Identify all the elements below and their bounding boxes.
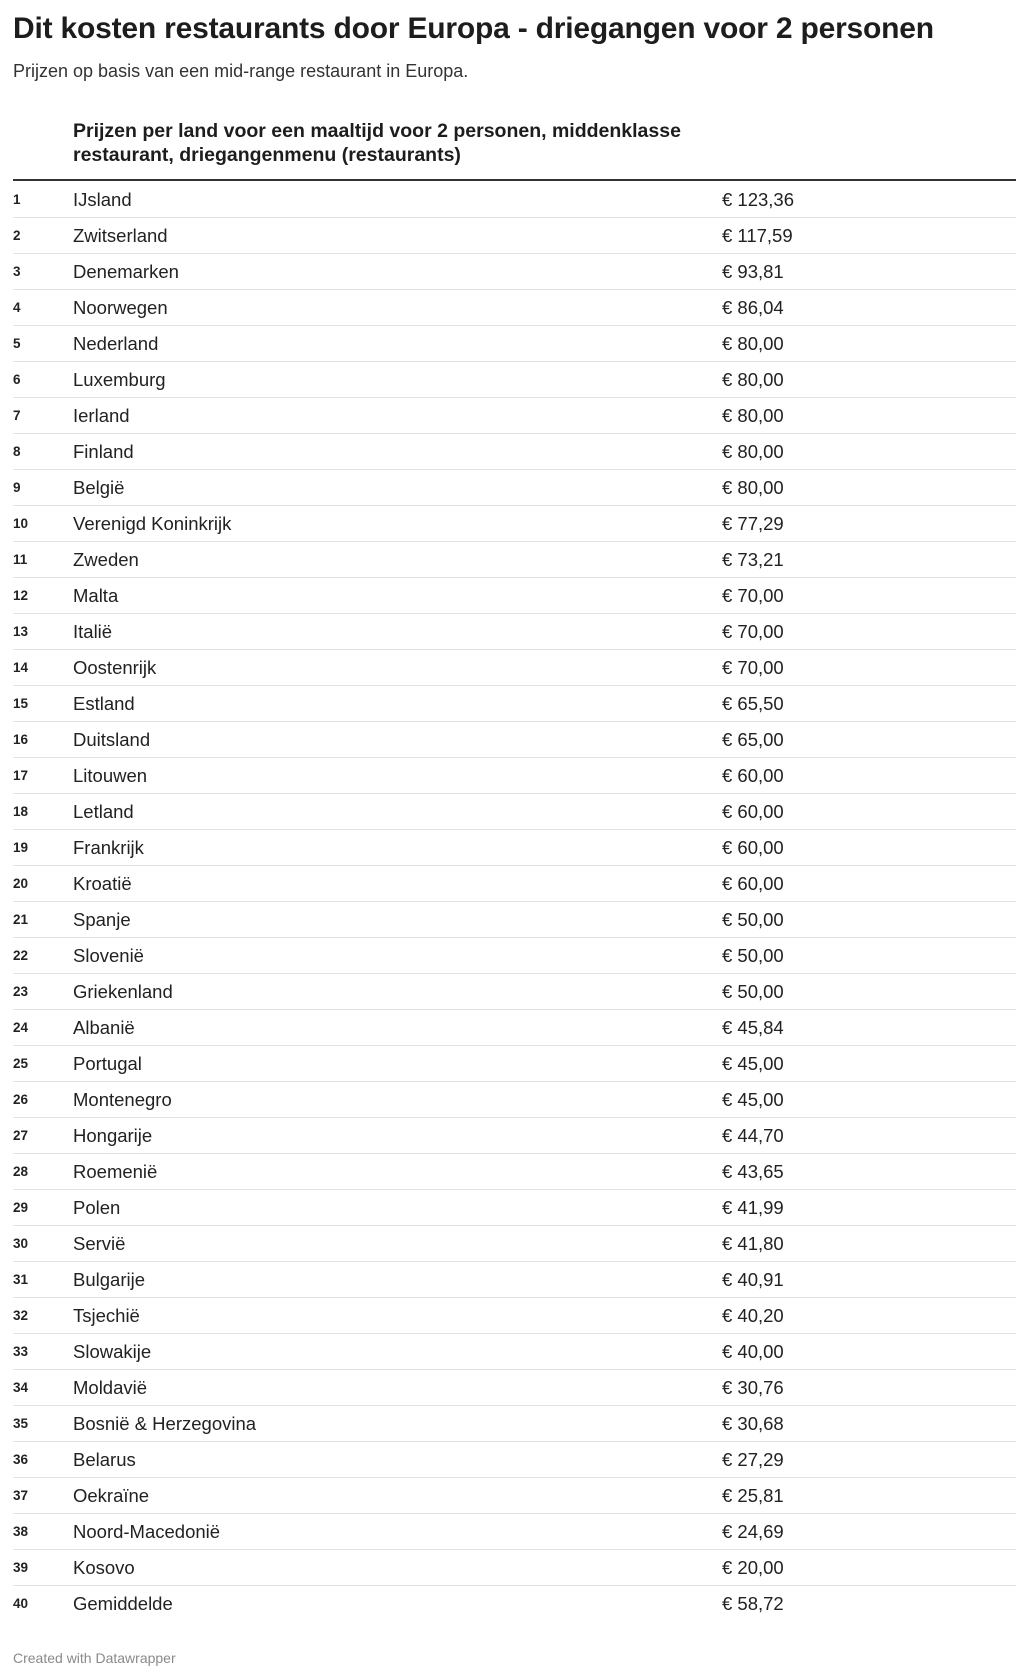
table-row [13,938,1016,974]
country-cell: Kroatië [73,873,132,894]
rank-cell: 23 [13,984,29,999]
price-cell: € 44,70 [722,1125,784,1146]
country-cell: Luxemburg [73,369,166,390]
table-row [13,1010,1016,1046]
price-cell: € 77,29 [722,513,784,534]
rank-cell: 30 [13,1236,29,1251]
table-row [13,470,1016,506]
price-cell: € 80,00 [722,441,784,462]
price-cell: € 40,20 [722,1305,784,1326]
country-cell: Montenegro [73,1089,172,1110]
price-cell: € 117,59 [722,225,793,246]
table-row [13,290,1016,326]
rank-cell: 13 [13,624,29,639]
price-cell: € 25,81 [722,1485,784,1506]
country-cell: Zwitserland [73,225,168,246]
table-row [13,1154,1016,1190]
price-cell: € 80,00 [722,369,784,390]
rank-cell: 9 [13,480,21,495]
table-row [13,686,1016,722]
rank-cell: 11 [13,552,28,567]
price-cell: € 30,68 [722,1413,784,1434]
country-cell: Roemenië [73,1161,158,1182]
country-cell: Polen [73,1197,121,1218]
table-row [13,1118,1016,1154]
country-cell: Kosovo [73,1557,135,1578]
table-row [13,398,1016,434]
table-row [13,1442,1016,1478]
country-cell: Malta [73,585,119,606]
price-cell: € 20,00 [722,1557,784,1578]
table-row [13,1478,1016,1514]
table-row [13,974,1016,1010]
country-cell: Spanje [73,909,131,930]
price-cell: € 58,72 [722,1593,784,1614]
table-row [13,254,1016,290]
table-row [13,542,1016,578]
table-row [13,758,1016,794]
rank-cell: 12 [13,588,29,603]
price-cell: € 50,00 [722,909,784,930]
table-row [13,218,1016,254]
country-cell: Bulgarije [73,1269,145,1290]
price-cell: € 40,00 [722,1341,784,1362]
price-cell: € 80,00 [722,405,784,426]
rank-cell: 39 [13,1560,29,1575]
rank-cell: 17 [13,768,29,783]
price-cell: € 30,76 [722,1377,784,1398]
country-cell: Noorwegen [73,297,168,318]
rank-cell: 36 [13,1452,29,1467]
rank-cell: 38 [13,1524,29,1539]
country-cell: Ierland [73,405,130,426]
price-cell: € 80,00 [722,477,784,498]
rank-cell: 4 [13,300,21,315]
table-row [13,1586,1016,1621]
table-row [13,1550,1016,1586]
country-cell: Bosnië & Herzegovina [73,1413,257,1434]
country-cell: Denemarken [73,261,179,282]
table-row [13,182,1016,218]
country-cell: Letland [73,801,134,822]
price-cell: € 41,99 [722,1197,784,1218]
rank-cell: 21 [13,912,29,927]
rank-cell: 3 [13,264,21,279]
country-cell: Belarus [73,1449,136,1470]
country-cell: Oekraïne [73,1485,150,1506]
country-cell: Griekenland [73,981,173,1002]
rank-cell: 18 [13,804,29,819]
table-row [13,1046,1016,1082]
price-cell: € 70,00 [722,621,784,642]
country-cell: Slowakije [73,1341,152,1362]
table-row [13,1406,1016,1442]
country-cell: Frankrijk [73,837,144,858]
table-row [13,722,1016,758]
table-row [13,1334,1016,1370]
rank-cell: 22 [13,948,29,963]
table-row [13,1190,1016,1226]
rank-cell: 14 [13,660,29,675]
price-cell: € 60,00 [722,873,784,894]
rank-cell: 8 [13,444,21,459]
country-cell: België [73,477,125,498]
rank-cell: 1 [13,192,21,207]
rank-cell: 7 [13,408,21,423]
rank-cell: 29 [13,1200,29,1215]
table-row [13,1298,1016,1334]
table-row [13,362,1016,398]
price-cell: € 93,81 [722,261,784,282]
table-row [13,830,1016,866]
country-cell: Slovenië [73,945,144,966]
rank-cell: 25 [13,1056,29,1071]
table-row [13,794,1016,830]
country-cell: Nederland [73,333,159,354]
rank-cell: 34 [13,1380,29,1395]
rank-cell: 35 [13,1416,29,1431]
table-row [13,1082,1016,1118]
rank-cell: 20 [13,876,29,891]
header-divider [13,179,1016,181]
price-cell: € 80,00 [722,333,784,354]
country-cell: Duitsland [73,729,151,750]
price-cell: € 123,36 [722,189,795,210]
column-header-price: Prijzen per land voor een maaltijd voor 2 personen, middenklasse restaurant, driegangenmenu (restaurants) [73,120,681,166]
price-cell: € 45,84 [722,1017,784,1038]
rank-cell: 16 [13,732,29,747]
country-cell: Portugal [73,1053,142,1074]
price-cell: € 43,65 [722,1161,784,1182]
table-row [13,1226,1016,1262]
price-cell: € 73,21 [722,549,784,570]
table-row [13,1262,1016,1298]
table-row [13,650,1016,686]
rank-cell: 24 [13,1020,29,1035]
country-cell: Tsjechië [73,1305,140,1326]
price-cell: € 60,00 [722,801,784,822]
price-cell: € 70,00 [722,585,784,606]
rank-cell: 5 [13,336,21,351]
chart-title: Dit kosten restaurants door Europa - driegangen voor 2 personen [13,12,934,45]
rank-cell: 26 [13,1092,29,1107]
price-cell: € 86,04 [722,297,784,318]
price-cell: € 65,00 [722,729,784,750]
rank-cell: 28 [13,1164,29,1179]
country-cell: Litouwen [73,765,148,786]
table-row [13,578,1016,614]
table-row [13,614,1016,650]
country-cell: Oostenrijk [73,657,157,678]
price-cell: € 27,29 [722,1449,784,1470]
country-cell: Servië [73,1233,126,1254]
rank-cell: 6 [13,372,21,387]
table-body [13,182,1016,1621]
country-cell: Italië [73,621,113,642]
country-cell: Zweden [73,549,139,570]
rank-cell: 37 [13,1488,29,1503]
rank-cell: 33 [13,1344,29,1359]
rank-cell: 19 [13,840,29,855]
rank-cell: 27 [13,1128,29,1143]
rank-cell: 31 [13,1272,29,1287]
price-cell: € 24,69 [722,1521,784,1542]
country-cell: Verenigd Koninkrijk [73,513,232,534]
table-row [13,866,1016,902]
country-cell: Noord-Macedonië [73,1521,221,1542]
price-cell: € 45,00 [722,1053,784,1074]
rank-cell: 10 [13,516,29,531]
table-row [13,506,1016,542]
price-cell: € 60,00 [722,765,784,786]
price-cell: € 41,80 [722,1233,784,1254]
country-cell: Moldavië [73,1377,148,1398]
table-row [13,326,1016,362]
table-row [13,434,1016,470]
rank-cell: 2 [13,228,21,243]
table-row [13,1514,1016,1550]
price-cell: € 70,00 [722,657,784,678]
rank-cell: 32 [13,1308,29,1323]
price-cell: € 65,50 [722,693,784,714]
chart-subtitle: Prijzen op basis van een mid-range restaurant in Europa. [13,61,469,81]
price-cell: € 40,91 [722,1269,784,1290]
country-cell: IJsland [73,189,132,210]
price-cell: € 50,00 [722,945,784,966]
country-cell: Estland [73,693,135,714]
rank-cell: 15 [13,696,29,711]
rank-cell: 40 [13,1596,29,1611]
price-cell: € 60,00 [722,837,784,858]
country-cell: Hongarije [73,1125,153,1146]
price-cell: € 45,00 [722,1089,784,1110]
country-cell: Albanië [73,1017,135,1038]
table-row [13,902,1016,938]
table-row [13,1370,1016,1406]
country-cell: Gemiddelde [73,1593,173,1614]
country-cell: Finland [73,441,134,462]
price-cell: € 50,00 [722,981,784,1002]
attribution-link[interactable]: Created with Datawrapper [13,1650,176,1666]
